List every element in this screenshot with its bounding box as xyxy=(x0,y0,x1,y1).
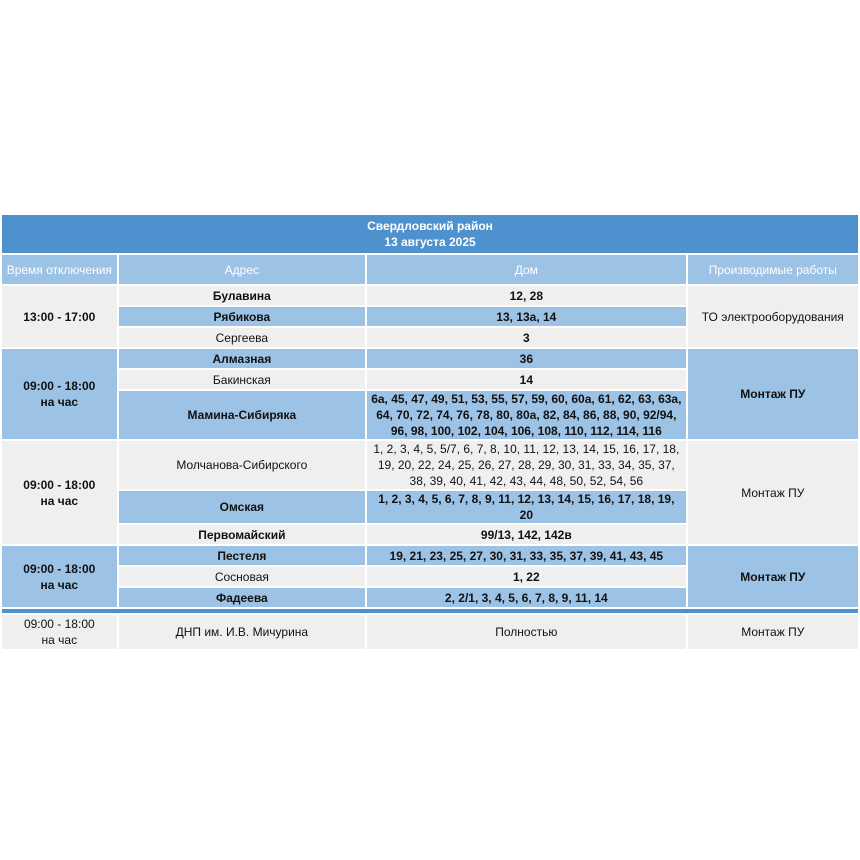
houses-cell: 13, 13а, 14 xyxy=(367,307,685,326)
outage-time-cell xyxy=(2,286,117,347)
street-cell: Сергеева xyxy=(119,328,365,347)
table-title xyxy=(2,215,858,253)
outage-time-cell xyxy=(2,615,117,649)
street-cell: Омская xyxy=(119,491,365,523)
houses-cell: 2, 2/1, 3, 4, 5, 6, 7, 8, 9, 11, 14 xyxy=(367,588,685,607)
time-range: 09:00 - 18:00 xyxy=(23,379,96,393)
time-note: на час xyxy=(40,395,79,409)
street-cell: Булавина xyxy=(119,286,365,305)
table-row xyxy=(2,349,858,368)
works-cell: Монтаж ПУ xyxy=(688,615,858,649)
street-cell: Сосновая xyxy=(119,567,365,586)
street-cell: ДНП им. И.В. Мичурина xyxy=(119,615,365,649)
works-cell: Монтаж ПУ xyxy=(688,441,858,544)
time-note: на час xyxy=(40,493,79,508)
time-range: 09:00 - 18:00 xyxy=(23,561,96,576)
houses-cell: Полностью xyxy=(367,615,685,649)
outage-time-cell xyxy=(2,349,117,439)
street-cell: Мамина-Сибиряка xyxy=(119,391,365,439)
houses-cell: 3 xyxy=(367,328,685,347)
outage-date: 13 августа 2025 xyxy=(384,235,476,249)
header-row xyxy=(2,255,858,284)
street-cell: Фадеева xyxy=(119,588,365,607)
table-row xyxy=(2,441,858,489)
houses-cell: 1, 2, 3, 4, 5, 6, 7, 8, 9, 11, 12, 13, 14, 15, 16, 17, 18, 19, 20 xyxy=(367,491,685,523)
table-row xyxy=(2,615,858,649)
houses-cell: 36 xyxy=(367,349,685,368)
time-note: на час xyxy=(41,633,78,647)
street-cell: Бакинская xyxy=(119,370,365,389)
header-time: Время отключения xyxy=(2,255,117,284)
houses-cell: 19, 21, 23, 25, 27, 30, 31, 33, 35, 37, 39, 41, 43, 45 xyxy=(367,546,685,565)
street-cell: Пестеля xyxy=(119,546,365,565)
time-range: 09:00 - 18:00 xyxy=(23,617,95,631)
street-cell: Алмазная xyxy=(119,349,365,368)
works-cell: Монтаж ПУ xyxy=(688,546,858,607)
district-name: Свердловский район xyxy=(367,219,493,233)
houses-cell: 12, 28 xyxy=(367,286,685,305)
time-range: 13:00 - 17:00 xyxy=(23,309,96,324)
outage-time-cell xyxy=(2,441,117,544)
table-row xyxy=(2,546,858,565)
street-cell: Молчанова-Сибирского xyxy=(119,441,365,489)
header-works: Производимые работы xyxy=(688,255,858,284)
section-divider xyxy=(2,609,858,613)
houses-cell: 1, 2, 3, 4, 5, 5/7, 6, 7, 8, 10, 11, 12, 13, 14, 15, 16, 17, 18, 19, 20, 22, 24, 25, 26, 27, 28, 29, 30, 31, 33, 34, 35, 37, 38, 39, 40, 41, 42, 43, 44, 48, 50, 52, 54, 56 xyxy=(367,441,685,489)
houses-cell: 6а, 45, 47, 49, 51, 53, 55, 57, 59, 60, 60а, 61, 62, 63, 63а, 64, 70, 72, 74, 76, 78, 80, 80а, 82, 84, 86, 88, 90, 92/94, 96, 98, 100, 102, 104, 106, 108, 110, 112, 114, 116 xyxy=(367,391,685,439)
table-row xyxy=(2,286,858,305)
houses-cell: 99/13, 142, 142в xyxy=(367,525,685,544)
time-note: на час xyxy=(40,577,79,592)
street-cell: Первомайский xyxy=(119,525,365,544)
outage-schedule-table xyxy=(0,213,860,651)
outage-time-cell xyxy=(2,546,117,607)
street-cell: Рябикова xyxy=(119,307,365,326)
works-cell: ТО электрооборудования xyxy=(688,286,858,347)
time-range: 09:00 - 18:00 xyxy=(23,477,96,492)
header-address: Адрес xyxy=(119,255,365,284)
houses-cell: 14 xyxy=(367,370,685,389)
works-cell: Монтаж ПУ xyxy=(688,349,858,439)
houses-cell: 1, 22 xyxy=(367,567,685,586)
header-house: Дом xyxy=(367,255,685,284)
